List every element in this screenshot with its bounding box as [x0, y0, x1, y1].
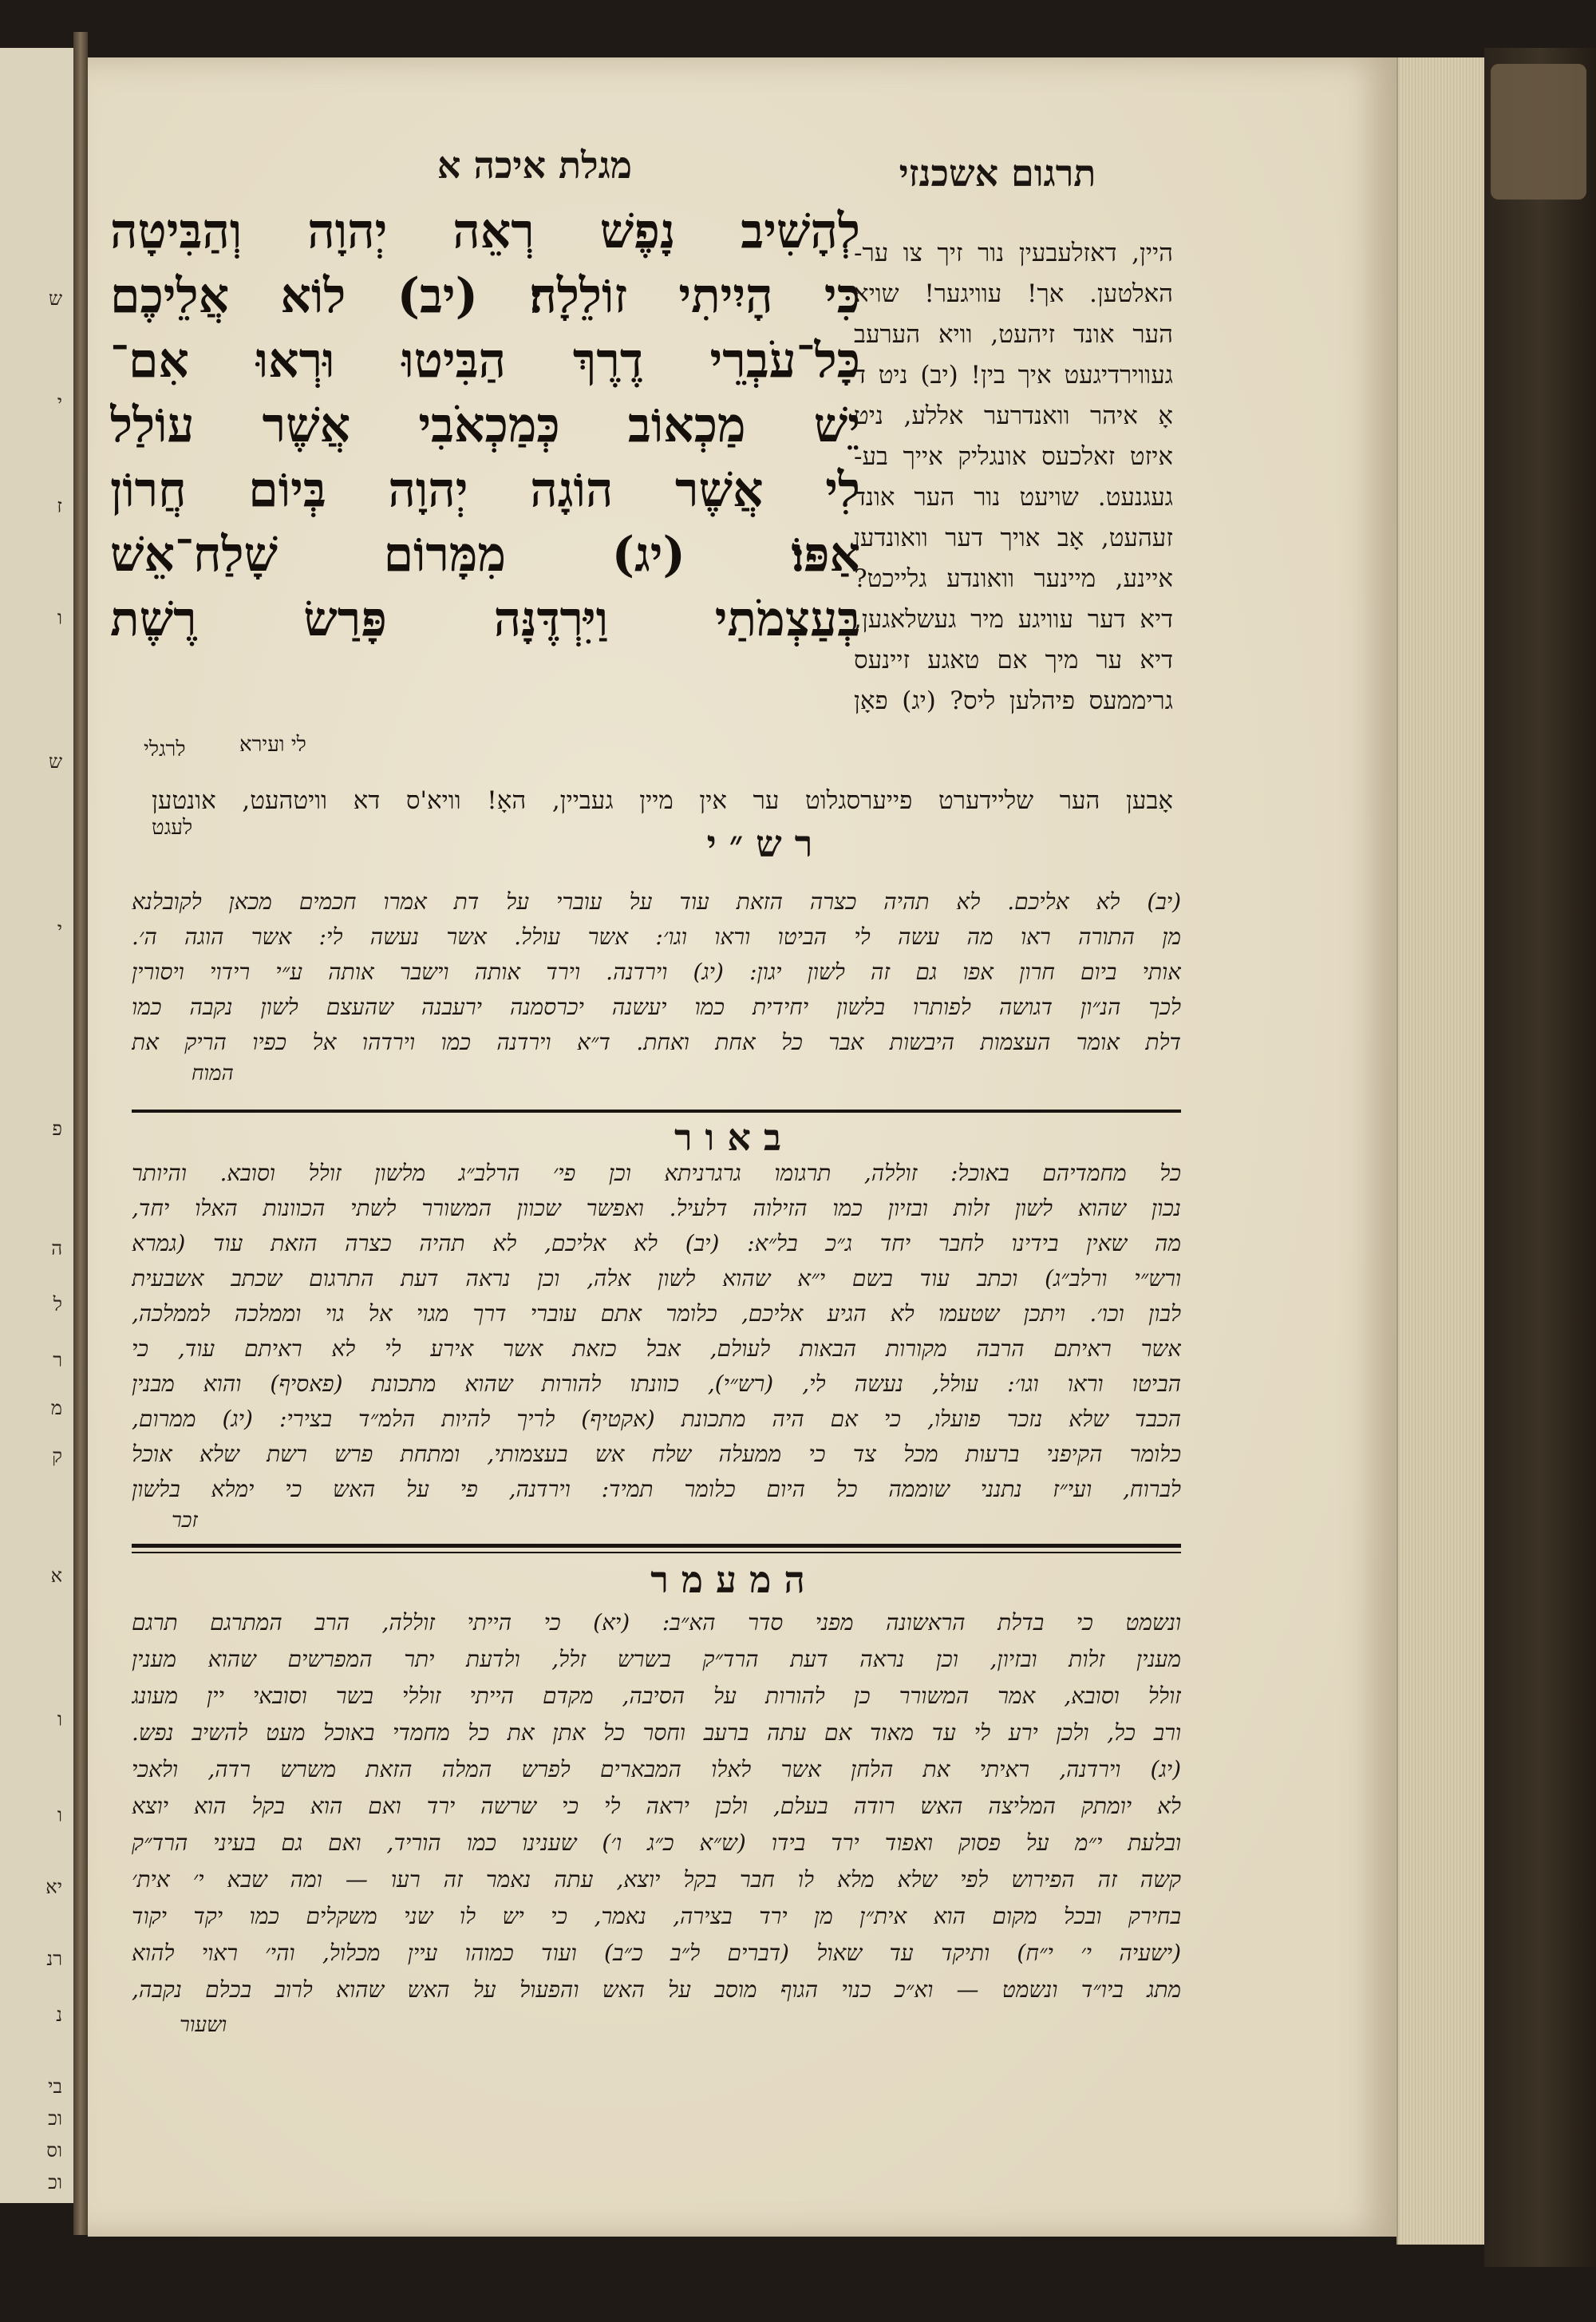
commentary-line: ובלעת י״מ על פסוק ואפוד ירד בידו (ש״א כ״ג ו׳) שענינו כמו הוריד, ואם גם בעיני הרד״ק — [132, 1830, 1181, 1856]
commentary-line: בחירק ובכל מקום הוא אית״ן מן ירד בצירה, נאמר, כי יש לו שני משקלים כמו יקד יקוד — [132, 1903, 1181, 1929]
verse-line: בְּעַצְמֹתַי וַיִּרְדֶּנָּה פָּרַשׂ רֶשֶׁת — [110, 591, 860, 647]
commentary-line: לכך הנ״ון דגושה לפותרו בלשון יחידית כמו יעשנה יכרסמנה ירעבנה שהעצם לשון נקבה כמו — [132, 994, 1181, 1020]
book-page — [88, 57, 1396, 2237]
commentary-line: ונשמט כי בדלת הראשונה מפני סדר הא״ב: (יא) כי הייתי זוללה, הרב המתרגם תרגם — [132, 1609, 1181, 1636]
section-divider — [132, 1552, 1181, 1553]
commentary-line: זולל וסובא, אמר המשורר כן להורות על הסיבה, מקדם הייתי זוללי בשר וסובאי יין מעונג — [132, 1683, 1181, 1709]
verse-note-left: לרגלי — [144, 738, 186, 761]
commentary-line: מענין זלות ובזיון, וכן נראה דעת הרד״ק בשרש זלל, ולדעת יתר המפרשים שהוא מענין — [132, 1646, 1181, 1672]
fragment: רנ — [46, 1948, 62, 1970]
biur-catchword: זכר — [172, 1509, 198, 1533]
targum-line: געגנעט. שויעט נור הער אונד — [854, 483, 1173, 512]
fragment: בי — [48, 2075, 62, 2098]
fragment: י — [57, 391, 62, 413]
book-cover-board — [1484, 48, 1596, 2267]
rashi-catchword: המוח — [192, 1062, 234, 1086]
fragment: וס — [46, 2139, 62, 2162]
commentary-line: הביטו וראו וגו׳: עולל, נעשה לי, (רש״י), כוונתו להורות שהוא מתכונת (פאסיף) והוא מבנין — [132, 1371, 1181, 1397]
targum-line: דיא ער מיך אם טאגע זיינעס — [854, 646, 1173, 674]
targum-line: היין, דאזלעבעין נור זיך צו ער- — [854, 239, 1173, 267]
section-divider — [132, 1110, 1181, 1113]
fragment: ה — [51, 1237, 62, 1260]
targum-line: זעהעט, אָב אויך דער וואונדען — [854, 524, 1173, 552]
meamer-commentary — [132, 1604, 1181, 2008]
fragment: ק — [52, 1445, 62, 1467]
commentary-line: (יג) וירדנה, ראיתי את הלחן אשר לאלו המבארים לפרש המלה הזאת משרש רדה, ולאכי — [132, 1756, 1181, 1782]
targum-full-line: אָבען הער שליידערט פייערסגלוט ער אין מיין געביין, האָ! וויא'ס דא וויטהעט, אונטען — [152, 786, 1173, 815]
verse-note-right: לי ועירא — [239, 733, 306, 757]
commentary-line: לבון וכו׳. ויתכן שטעמו לא הגיע אליכם, כלומר אתם עוברי דרך מגוי אל גוי וממלכה לממלכה, — [132, 1300, 1181, 1327]
commentary-line: לברוח, ועי״ז נתנני שוממה כל היום כלומר תמיד: וירדנה, פי על האש כי ימלא בלשון — [132, 1476, 1181, 1502]
targum-line: געווירדיגעט איך בין! (יב) ניט ד — [854, 361, 1173, 390]
targum-column — [854, 233, 1173, 722]
verse-line: לִי אֲשֶׁר הוֹגָה יְהוָה בְּיוֹם חֲרוֹן — [110, 462, 860, 518]
scripture-text — [110, 200, 860, 652]
commentary-line: ורש״י ורלב״ג) וכתב עוד בשם י״א שהוא לשון אלה, וכן נראה דעת התרגום שכתב אשבעית — [132, 1265, 1181, 1292]
running-header-right: תרגום אשכנזי — [899, 152, 1096, 195]
fragment: ש — [49, 287, 62, 310]
targum-line: איזט זאלכעס אונגליק אייך בע- — [854, 442, 1173, 471]
fragment: ש — [49, 750, 62, 773]
fragment: נ — [56, 2004, 62, 2026]
commentary-line: כל מחמדיהם באוכל: זוללה, תרגומו גרגרניתא וכן פי׳ הרלב״ג מלשון זולל וסובא. והיותר — [132, 1160, 1181, 1186]
targum-line: אָ איהר וואנדרער אללע, ניט — [854, 402, 1173, 430]
targum-line: דיא דער עוויגע מיר געשלאגען, — [854, 605, 1173, 634]
facing-page-edge — [0, 48, 75, 2203]
targum-catchword: לעגט — [152, 816, 193, 840]
meamer-title: המעמר — [650, 1558, 818, 1601]
fragment: יא — [45, 1876, 62, 1898]
book-gutter — [73, 32, 88, 2235]
cover-wear-patch — [1491, 64, 1586, 200]
fragment: ר — [53, 1349, 62, 1371]
commentary-line: לא יומתק המליצה האש רודה בעלם, ולכן יראה לי כי שרשה ירד ואם הוא בקל הוא יוצא — [132, 1793, 1181, 1819]
rashi-title: רש״י — [706, 822, 826, 865]
fragment: ל — [53, 1293, 62, 1315]
verse-line: יֵשׁ מַכְאוֹב כְּמַכְאֹבִי אֲשֶׁר עוֹלַל — [110, 398, 860, 453]
commentary-line: מן התורה ראו מה עשה לי הביטו וראו וגו׳: אשר עולל. אשר נעשה לי: אשר הוגה ה׳. — [132, 924, 1181, 950]
section-divider — [132, 1544, 1181, 1548]
verse-line: כִּי הָיִיתִי זוֹלֵלָה׃ (יב) לוֹא אֲלֵיכֶם — [110, 268, 860, 324]
commentary-line: קשה זה הפירוש לפי שלא מלא לו חבר בקל יוצא, עתה נאמר זה רעו — ומה שבא י׳ אית׳ — [132, 1866, 1181, 1893]
fragment: ו — [57, 1804, 62, 1826]
targum-line: הער אונד זיהעט, וויא הערעב — [854, 320, 1173, 349]
fragment: מ — [50, 1397, 62, 1419]
commentary-line: דלת אומר העצמות היבשות אבר כל אחת ואחת. ד״א וירדנה כמו וירדהו אל כפיו הריק את — [132, 1029, 1181, 1055]
commentary-line: (יב) לא אליכם. לא תהיה כצרה הזאת עוד על עוברי על דת אמרו חכמים מכאן לקובלנא — [132, 888, 1181, 915]
running-header-left: מגלת איכה א — [437, 144, 633, 187]
verse-line: אַפּוֹ׃ (יג) מִמָּרוֹם שָׁלַח־אֵשׁ — [110, 527, 860, 583]
commentary-line: נכון שהוא לשון זלות ובזיון כמו הזילוה דלעיל. ואפשר שכוון המשורר לשתי הכוונות האלו יחד, — [132, 1195, 1181, 1221]
targum-line: האלטען. אך! עוויגער! שויא — [854, 279, 1173, 308]
fragment: י — [57, 918, 62, 940]
page-edges — [1396, 57, 1486, 2245]
verse-line: כָּל־עֹבְרֵי דֶרֶךְ הַבִּיטוּ וּרְאוּ אִם־ — [110, 333, 860, 389]
fragment: וכ — [48, 2171, 62, 2193]
commentary-line: אשר ראיתם הרבה מקורות הבאות לעולם, אבל כזאת אשר אירע לי לא ראיתם עוד, כי — [132, 1335, 1181, 1362]
fragment: א — [50, 1564, 62, 1587]
commentary-line: כלומר הקיפני ברעות מכל צד כי ממעלה שלח אש בעצמותי, ומתחת פרש רשת שלא אוכל — [132, 1441, 1181, 1467]
meamer-catchword: ושעור — [180, 2013, 227, 2037]
fragment: ו — [57, 607, 62, 629]
commentary-line: מה שאין בידינו לחבר יחד ג״כ בל״א: (יב) לא אליכם, לא תהיה כצרה הזאת עוד (גמרא — [132, 1230, 1181, 1256]
targum-line: איינע, מיינער וואונדע גלייכט? — [854, 564, 1173, 593]
fragment: ז — [57, 495, 62, 517]
commentary-line: הכבד שלא נזכר פועלו, כי אם היה מתכונת (אקטיף) לריך להיות הלמ״ד בצירי: (יג) ממרום, — [132, 1406, 1181, 1432]
fragment: פ — [52, 1117, 62, 1140]
biur-commentary — [132, 1156, 1181, 1507]
biur-title: באור — [674, 1116, 795, 1159]
fragment: וכ — [48, 2107, 62, 2130]
commentary-line: (ישעיה י׳ י״ח) ותיקד עד שאול (דברים ל״ב כ״ב) ועוד כמוהו עיין מכלול, והי׳ ראוי להוא — [132, 1940, 1181, 1966]
verse-line: לְהָשִׁיב נָפֶשׁ רְאֵה יְהוָה וְהַבִּיטָה — [110, 204, 860, 259]
commentary-line: מתג ביו״ד ונשמט — וא״כ כנוי הגוף מוסב על האש והפעול על האש שהוא לרוב בכלם נקבה, — [132, 1976, 1181, 2003]
rashi-commentary — [132, 884, 1181, 1060]
fragment: ו — [57, 1708, 62, 1731]
commentary-line: אותי ביום חרון אפו גם זה לשון יגון: (יג) וירדנה. וירד אותה וישבר אותה ע״י רידוי ויסורין — [132, 959, 1181, 985]
commentary-line: ורב כל, ולכן ירע לי עד מאוד אם עתה ברעב וחסר כל אתן את כל מחמדי באוכל מעט להשיב נפש. — [132, 1719, 1181, 1746]
targum-line: גריממעס פיהלען ליס? (יג) פאָן — [854, 686, 1173, 715]
